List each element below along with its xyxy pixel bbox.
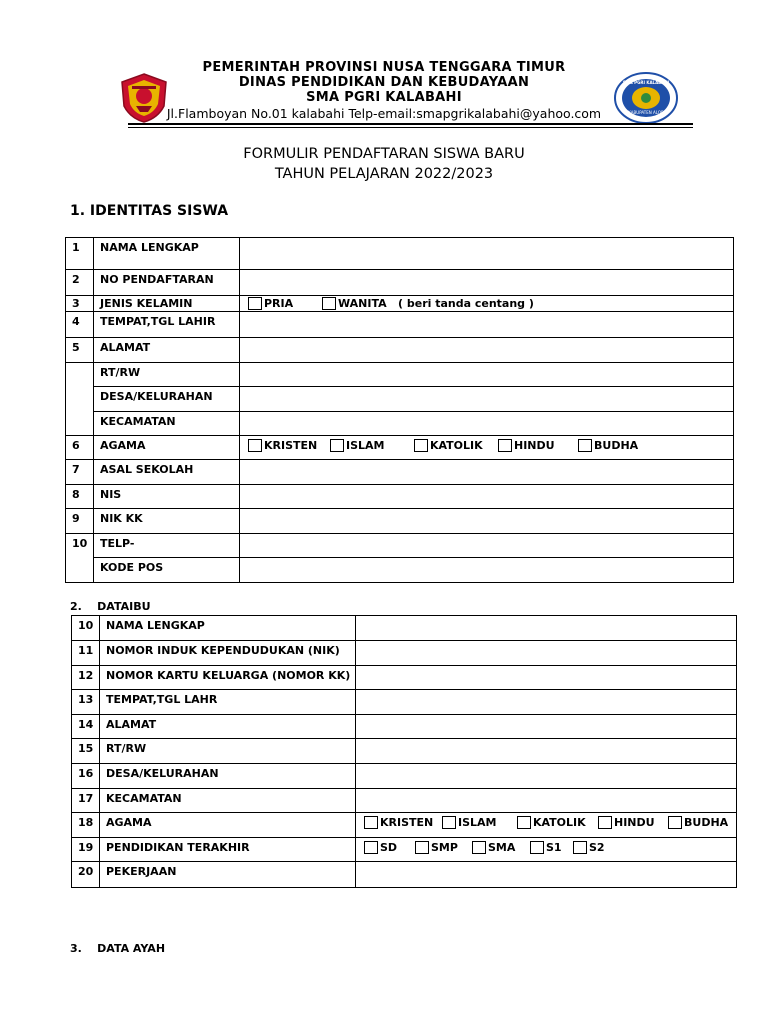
row-label: TEMPAT,TGL LAHR: [100, 690, 356, 715]
row-label: NIS: [94, 485, 240, 509]
row-label: NAMA LENGKAP: [94, 238, 240, 270]
religion-option-label: KATOLIK: [533, 816, 586, 829]
mother-occupation-field[interactable]: [356, 862, 737, 888]
table-row: [66, 387, 734, 412]
nis-field[interactable]: [240, 485, 734, 509]
address-field[interactable]: [240, 338, 734, 363]
row-number: 10: [72, 616, 100, 641]
row-label: TEMPAT,TGL LAHIR: [94, 312, 240, 338]
village-field[interactable]: [240, 387, 734, 412]
row-label: JENIS KELAMIN: [94, 296, 240, 312]
row-label: AGAMA: [100, 813, 356, 838]
row-label: DESA/KELURAHAN: [100, 764, 356, 789]
table-row: [72, 739, 737, 764]
row-label: ASAL SEKOLAH: [94, 460, 240, 485]
table-row: [72, 789, 737, 813]
badge-bottom-text: KABUPATEN ALOR: [628, 110, 664, 115]
religion-budha-checkbox[interactable]: [578, 439, 592, 452]
row-number: 12: [72, 666, 100, 690]
row-number: 11: [72, 641, 100, 666]
letterhead-rule-thin: [128, 127, 693, 128]
table-row: [72, 862, 737, 888]
row-number: 8: [66, 485, 94, 509]
table-row: [66, 460, 734, 485]
letterhead-address: Jl.Flamboyan No.01 kalabahi Telp-email:smapgrikalabahi@yahoo.com: [166, 106, 602, 121]
section-3-heading: 3. DATA AYAH: [70, 942, 166, 955]
table-row: [66, 270, 734, 296]
education-option-label: SMA: [488, 841, 516, 854]
education-option-label: SMP: [431, 841, 458, 854]
row-number: 17: [72, 789, 100, 813]
mother-kk-field[interactable]: [356, 666, 737, 690]
mother-education-options: [356, 838, 737, 862]
row-number: 13: [72, 690, 100, 715]
table-row: [72, 715, 737, 739]
mother-district-field[interactable]: [356, 789, 737, 813]
mother-village-field[interactable]: [356, 764, 737, 789]
row-number: [66, 363, 94, 387]
gender-option-label: WANITA: [338, 297, 387, 310]
table-row: [66, 485, 734, 509]
row-number: [66, 412, 94, 436]
education-option-label: S1: [546, 841, 562, 854]
mother-birthplace-field[interactable]: [356, 690, 737, 715]
row-number: 3: [66, 296, 94, 312]
mother-nik-field[interactable]: [356, 641, 737, 666]
row-number: 7: [66, 460, 94, 485]
student-identity-table: [65, 237, 734, 583]
religion-option-label: KRISTEN: [264, 439, 318, 452]
row-label: PENDIDIKAN TERAKHIR: [100, 838, 356, 862]
school-badge-logo: [614, 72, 678, 124]
religion-option-label: HINDU: [614, 816, 655, 829]
table-row: [72, 616, 737, 641]
row-label: NIK KK: [94, 509, 240, 534]
registration-number-field[interactable]: [240, 270, 734, 296]
table-row: [66, 338, 734, 363]
row-label: NOMOR KARTU KELUARGA (NOMOR KK): [100, 666, 356, 690]
religion-islam-checkbox[interactable]: [330, 439, 344, 452]
table-row: [66, 363, 734, 387]
row-number: 6: [66, 436, 94, 460]
student-name-field[interactable]: [240, 238, 734, 270]
education-option-label: S2: [589, 841, 605, 854]
gender-note: ( beri tanda centang ): [398, 297, 534, 310]
religion-option-label: BUDHA: [594, 439, 639, 452]
gender-option-label: PRIA: [264, 297, 294, 310]
mother-data-table: [71, 615, 737, 888]
religion-option-label: KATOLIK: [430, 439, 483, 452]
table-row: [66, 296, 734, 312]
table-row: [66, 509, 734, 534]
letterhead-rule-thick: [128, 123, 693, 125]
mother-religion-kristen-checkbox[interactable]: [364, 816, 378, 829]
row-label: AGAMA: [94, 436, 240, 460]
table-row: [72, 641, 737, 666]
row-number: 5: [66, 338, 94, 363]
nik-kk-field[interactable]: [240, 509, 734, 534]
row-label: KECAMATAN: [94, 412, 240, 436]
religion-hindu-checkbox[interactable]: [498, 439, 512, 452]
education-sd-checkbox[interactable]: [364, 841, 378, 854]
section-1-heading: 1. IDENTITAS SISWA: [70, 203, 229, 219]
table-row: [72, 838, 737, 862]
religion-options: [240, 436, 734, 460]
education-s1-checkbox[interactable]: [530, 841, 544, 854]
row-label: NAMA LENGKAP: [100, 616, 356, 641]
education-option-label: SD: [380, 841, 398, 854]
row-label: KODE POS: [94, 558, 240, 583]
education-s2-checkbox[interactable]: [573, 841, 587, 854]
row-number: [66, 558, 94, 583]
religion-option-label: KRISTEN: [380, 816, 434, 829]
row-label: ALAMAT: [94, 338, 240, 363]
row-number: 1: [66, 238, 94, 270]
mother-religion-budha-checkbox[interactable]: [668, 816, 682, 829]
previous-school-field[interactable]: [240, 460, 734, 485]
religion-option-label: HINDU: [514, 439, 555, 452]
mother-rt-rw-field[interactable]: [356, 739, 737, 764]
row-number: 20: [72, 862, 100, 888]
row-label: PEKERJAAN: [100, 862, 356, 888]
section-2-heading: 2. DATAIBU: [70, 600, 151, 613]
row-number: 9: [66, 509, 94, 534]
badge-top-text: SMA PGRI KALABAHI: [622, 80, 670, 85]
mother-religion-katolik-checkbox[interactable]: [517, 816, 531, 829]
district-field[interactable]: [240, 412, 734, 436]
mother-name-field[interactable]: [356, 616, 737, 641]
mother-religion-islam-checkbox[interactable]: [442, 816, 456, 829]
table-row: [66, 312, 734, 338]
row-number: 16: [72, 764, 100, 789]
table-row: [72, 666, 737, 690]
row-label: RT/RW: [100, 739, 356, 764]
row-label: ALAMAT: [100, 715, 356, 739]
religion-option-label: BUDHA: [684, 816, 729, 829]
table-row: [66, 238, 734, 270]
gender-options: [240, 296, 734, 312]
birthplace-date-field[interactable]: [240, 312, 734, 338]
religion-option-label: ISLAM: [458, 816, 497, 829]
row-number: 19: [72, 838, 100, 862]
letterhead-line-3: SMA PGRI KALABAHI: [306, 90, 462, 105]
row-label: RT/RW: [94, 363, 240, 387]
education-smp-checkbox[interactable]: [415, 841, 429, 854]
gender-pria-checkbox[interactable]: [248, 297, 262, 310]
row-number: 14: [72, 715, 100, 739]
letterhead-line-1: PEMERINTAH PROVINSI NUSA TENGGARA TIMUR: [202, 60, 566, 75]
row-label: DESA/KELURAHAN: [94, 387, 240, 412]
table-row: [66, 558, 734, 583]
row-number: 15: [72, 739, 100, 764]
table-row: [66, 436, 734, 460]
postal-code-field[interactable]: [240, 558, 734, 583]
table-row: [66, 534, 734, 558]
rt-rw-field[interactable]: [240, 363, 734, 387]
religion-option-label: ISLAM: [346, 439, 385, 452]
mother-address-field[interactable]: [356, 715, 737, 739]
form-year: TAHUN PELAJARAN 2022/2023: [274, 166, 494, 182]
table-row: [72, 690, 737, 715]
religion-kristen-checkbox[interactable]: [248, 439, 262, 452]
table-row: [72, 813, 737, 838]
form-title: FORMULIR PENDAFTARAN SISWA BARU: [243, 146, 525, 162]
table-row: [66, 412, 734, 436]
letterhead-line-2: DINAS PENDIDIKAN DAN KEBUDAYAAN: [238, 75, 530, 90]
row-number: 2: [66, 270, 94, 296]
row-number: [66, 387, 94, 412]
row-number: 4: [66, 312, 94, 338]
table-row: [72, 764, 737, 789]
mother-religion-hindu-checkbox[interactable]: [598, 816, 612, 829]
religion-katolik-checkbox[interactable]: [414, 439, 428, 452]
row-number: 18: [72, 813, 100, 838]
phone-field[interactable]: [240, 534, 734, 558]
row-label: NO PENDAFTARAN: [94, 270, 240, 296]
row-label: KECAMATAN: [100, 789, 356, 813]
gender-wanita-checkbox[interactable]: [322, 297, 336, 310]
education-sma-checkbox[interactable]: [472, 841, 486, 854]
row-number: 10: [66, 534, 94, 558]
mother-religion-options: [356, 813, 737, 838]
row-label: TELP-: [94, 534, 240, 558]
row-label: NOMOR INDUK KEPENDUDUKAN (NIK): [100, 641, 356, 666]
